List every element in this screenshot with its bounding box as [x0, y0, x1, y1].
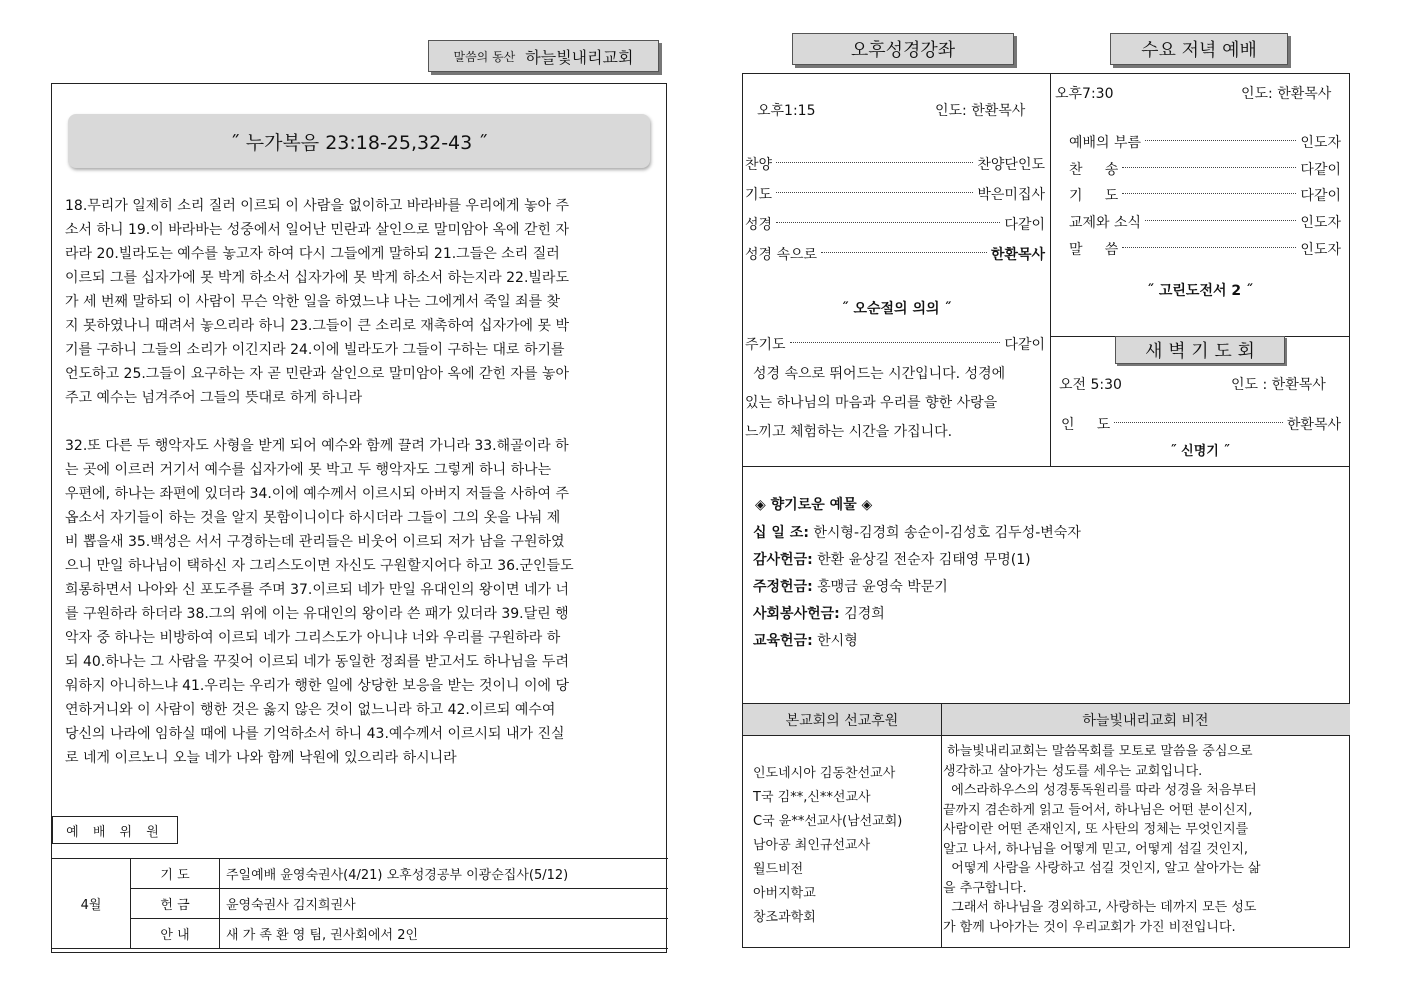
offering-label: 사회봉사헌금:	[753, 606, 840, 622]
verse-line: 32.또 다른 두 행악자도 사형을 받게 되어 예수와 함께 끌려 가니라 33.해골이라 하	[65, 438, 569, 454]
item-label: 성경	[745, 217, 773, 233]
item-value: 인도자	[1300, 135, 1341, 151]
scripture-panel	[51, 83, 667, 953]
wednesday-item	[1069, 185, 1341, 205]
divider	[941, 703, 942, 948]
offering-line	[753, 630, 858, 650]
item-value: 찬양단인도	[977, 157, 1045, 173]
vision-line: 에스라하우스의 성경통독원리를 따라 성경을 처음부터	[943, 783, 1257, 798]
afternoon-closing	[745, 334, 1045, 354]
verse-line: 로 네게 이르노니 오늘 네가 나와 함께 낙원에 있으리라 하시니라	[65, 750, 457, 766]
item-label: 기도	[745, 187, 773, 203]
verse-line: 옵소서 자기들이 하는 것을 알지 못함이니이다 하시더라 그들이 그의 옷을 나눠 제	[65, 510, 561, 526]
vision-line: 생각하고 살아가는 성도를 세우는 교회입니다.	[943, 763, 1203, 779]
dawn-prayer-tab	[1115, 336, 1285, 364]
item-label: 기 도	[1069, 188, 1119, 204]
vision-line: 가 함께 나아가는 것이 우리교회가 가진 비전입니다.	[943, 919, 1236, 935]
offering-names: 한환 윤상길 전순자 김태영 무명(1)	[812, 552, 1031, 568]
dawn-tab-label: 새 벽 기 도 회	[1145, 341, 1255, 362]
divider	[1050, 74, 1051, 467]
offering-label: 십 일 조:	[753, 525, 809, 541]
wednesday-time: 오후7:30	[1055, 86, 1114, 102]
item-value: 다같이	[1004, 217, 1045, 233]
verse-line: 소서 하니 19.이 바라바는 성중에서 일어난 민란과 살인으로 말미암아 옥에 갇힌 자	[65, 222, 569, 238]
vision-header: 하늘빛내리교회 비전	[1082, 713, 1209, 729]
roster-role: 헌 금	[131, 889, 220, 919]
desc-line: 있는 하나님의 마음과 우리를 향한 사랑을	[745, 395, 998, 411]
bulletin-right-panel	[742, 73, 1350, 948]
wednesday-leader: 인도: 한환목사	[1241, 86, 1332, 102]
item-value: 다같이	[1300, 162, 1341, 178]
item-value: 인도자	[1300, 215, 1341, 231]
desc-line: 느끼고 체험하는 시간을 가집니다.	[745, 424, 953, 440]
mission-item: 월드비전	[753, 862, 804, 877]
verse-line: 희롱하면서 나아와 신 포도주를 주며 37.이르되 네가 만일 유대인의 왕이면 네가 너	[65, 582, 569, 598]
afternoon-item	[745, 184, 1045, 204]
wednesday-item	[1069, 132, 1341, 152]
offering-label: 교육헌금:	[753, 633, 813, 649]
dawn-time: 오전 5:30	[1059, 377, 1122, 393]
offering-names: 홍맹금 윤영숙 박문기	[812, 579, 948, 595]
verse-line: 연하거니와 이 사람이 행한 것은 옳지 않은 것이 없느니라 하고 42.이르되 예수여	[65, 702, 556, 718]
afternoon-tab-label: 오후성경강좌	[850, 40, 956, 61]
afternoon-time: 오후1:15	[757, 103, 816, 119]
item-label: 말 씀	[1069, 242, 1119, 258]
vision-line: 알고 나서, 하나님을 어떻게 믿고, 어떻게 섬길 것인지,	[943, 841, 1249, 857]
vision-line: 끝까지 겸손하게 읽고 들어서, 하나님은 어떤 분이신지,	[943, 802, 1253, 818]
item-value: 인도자	[1300, 242, 1341, 258]
offering-line	[753, 603, 885, 623]
header-tag-small: 말씀의 동산	[453, 49, 516, 64]
item-label: 성경 속으로	[745, 247, 818, 263]
missions-header: 본교회의 선교후원	[785, 713, 899, 729]
afternoon-leader: 인도: 한환목사	[935, 103, 1026, 119]
vision-line: 어떻게 사람을 사랑하고 섬길 것인지, 알고 살아가는 삶	[943, 861, 1261, 876]
wednesday-item	[1069, 212, 1341, 232]
item-value: 박은미집사	[977, 187, 1045, 203]
verse-line: 악자 중 하나는 비방하여 이르되 네가 그리스도가 아니냐 너와 우리를 구원하라 하	[65, 630, 561, 646]
verse-line: 워하지 아니하느냐 41.우리는 우리가 행한 일에 상당한 보응을 받는 것이니 이에 당	[65, 678, 569, 694]
roster-role: 기 도	[131, 859, 220, 889]
verse-line: 비 뽑을새 35.백성은 서서 구경하는데 관리들은 비웃어 이르되 저가 남을 구원하였	[65, 534, 565, 550]
roster-month: 4월	[52, 859, 131, 949]
vision-line: 을 추구합니다.	[943, 880, 1027, 896]
item-label: 교제와 소식	[1069, 215, 1142, 231]
verse-line: 당신의 나라에 임하실 때에 나를 기억하소서 하니 43.예수께서 이르시되 내가 진실	[65, 726, 565, 742]
verse-line: 18.무리가 일제히 소리 질러 이르되 이 사람을 없이하고 바라바를 우리에게 놓아 주	[65, 198, 569, 214]
roster-detail: 윤영숙권사 김지희권사	[220, 889, 669, 919]
worship-committee-label: 예 배 위 원	[52, 816, 178, 844]
dawn-leader: 인도 : 한환목사	[1231, 377, 1326, 393]
verse-line: 되 40.하나는 그 사람을 꾸짖어 이르되 네가 동일한 정죄를 받고서도 하나님을 두려	[65, 654, 569, 670]
item-value: 다같이	[1300, 188, 1341, 204]
item-value: 다같이	[1004, 337, 1045, 353]
verse-line: 는 곳에 이르러 거기서 예수를 십자가에 못 박고 두 행악자도 그렇게 하니 하나는	[65, 462, 552, 478]
item-label: 주기도	[745, 337, 786, 353]
table-row	[52, 919, 668, 949]
wednesday-item	[1069, 159, 1341, 179]
offering-names: 김경희	[839, 606, 885, 622]
verse-line: 가 세 번째 말하되 이 사람이 무슨 악한 일을 하였느냐 나는 그에게서 죽일 죄를 찾	[65, 294, 561, 310]
vision-line: 그래서 하나님을 경외하고, 사랑하는 데까지 모든 성도	[943, 900, 1257, 915]
verse-line: 으니 만일 하나님이 택하신 자 그리스도이면 자신도 구원할지어다 하고 36.군인들도	[65, 558, 574, 574]
item-label: 예배의 부름	[1069, 135, 1142, 151]
vision-line: 하늘빛내리교회는 말씀목회를 모토로 말씀을 중심으로	[943, 744, 1253, 759]
offering-line	[753, 576, 948, 596]
afternoon-tab	[792, 33, 1014, 65]
item-value: 한환목사	[990, 247, 1045, 263]
mission-item: 아버지학교	[753, 886, 816, 901]
offering-names: 한시형-김경희 송순이-김성호 김두성-변숙자	[808, 525, 1081, 541]
mission-item: 창조과학회	[753, 910, 816, 925]
wednesday-tab	[1110, 33, 1288, 65]
verse-line: 라라 20.빌라도는 예수를 놓고자 하여 다시 그들에게 말하되 21.그들은 소리 질러	[65, 246, 560, 262]
afternoon-item	[745, 154, 1045, 174]
afternoon-topic: ˝ 오순절의 의의 ˝	[841, 301, 952, 317]
scripture-paragraph-2	[65, 434, 655, 770]
mission-item: C국 윤**선교사(남선교회)	[753, 814, 903, 829]
offering-line	[753, 522, 1081, 542]
scripture-title: ˝ 누가복음 23:18-25,32-43 ˝	[68, 114, 650, 168]
afternoon-item	[745, 214, 1045, 234]
verse-line: 우편에, 하나는 좌편에 있더라 34.이에 예수께서 이르시되 아버지 저들을 사하여 주	[65, 486, 569, 502]
dawn-item	[1061, 414, 1341, 434]
offering-line	[753, 549, 1031, 569]
table-row	[52, 889, 668, 919]
roster-detail: 새 가 족 환 영 팀, 권사회에서 2인	[220, 919, 669, 949]
vision-statement	[943, 742, 1347, 937]
scripture-paragraph-1	[65, 194, 655, 410]
mission-item: T국 김**,신**선교사	[753, 790, 871, 805]
divider	[743, 466, 1350, 467]
verse-line: 주고 예수는 넘겨주어 그들의 뜻대로 하게 하니라	[65, 390, 363, 406]
afternoon-description	[745, 360, 1047, 447]
offering-label: 감사헌금:	[753, 552, 813, 568]
item-label: 찬양	[745, 157, 773, 173]
offering-label: 주정헌금:	[753, 579, 813, 595]
verse-line: 기를 구하니 그들의 소리가 이긴지라 24.이에 빌라도가 그들이 구하는 대로 하기를	[65, 342, 565, 358]
verse-line: 이르되 그를 십자가에 못 박게 하소서 십자가에 못 박게 하소서 하는지라 22.빌라도	[65, 270, 569, 286]
roster-role: 안 내	[131, 919, 220, 949]
vision-line: 사람이란 어떤 존재인지, 또 사탄의 정체는 무엇인지를	[943, 822, 1249, 837]
worship-roster-table	[52, 858, 668, 949]
verse-line: 언도하고 25.그들이 요구하는 자 곧 민란과 살인으로 말미암아 옥에 갇힌 자를 놓아	[65, 366, 569, 382]
offerings-title: ◈ 향기로운 예물 ◈	[755, 497, 873, 513]
roster-detail: 주일예배 윤영숙권사(4/21) 오후성경공부 이광순집사(5/12)	[220, 859, 669, 889]
offering-names: 한시형	[812, 633, 858, 649]
wednesday-tab-label: 수요 저녁 예배	[1141, 40, 1257, 61]
item-label: 찬 송	[1069, 162, 1119, 178]
mission-item: 인도네시아 김동찬선교사	[753, 766, 896, 781]
church-name: 하늘빛내리교회	[525, 47, 634, 67]
verse-line: 를 구원하라 하더라 38.그의 위에 이는 유대인의 왕이라 쓴 패가 있더라 39.달린 행	[65, 606, 569, 622]
item-label: 인 도	[1061, 417, 1111, 433]
church-header-tag	[428, 40, 659, 72]
mission-item: 남아공 최인규선교사	[753, 838, 871, 853]
wednesday-sermon: ˝ 고린도전서 2 ˝	[1147, 283, 1253, 299]
dawn-book: ˝ 신명기 ˝	[1170, 444, 1230, 459]
table-row	[52, 859, 668, 889]
item-value: 한환목사	[1286, 417, 1341, 433]
afternoon-item	[745, 244, 1045, 264]
wednesday-item	[1069, 239, 1341, 259]
desc-line: 성경 속으로 뛰어드는 시간입니다. 성경에	[753, 366, 1006, 382]
verse-line: 지 못하였나니 때려서 놓으리라 하니 23.그들이 큰 소리로 재촉하여 십자가에 못 박	[65, 318, 569, 334]
